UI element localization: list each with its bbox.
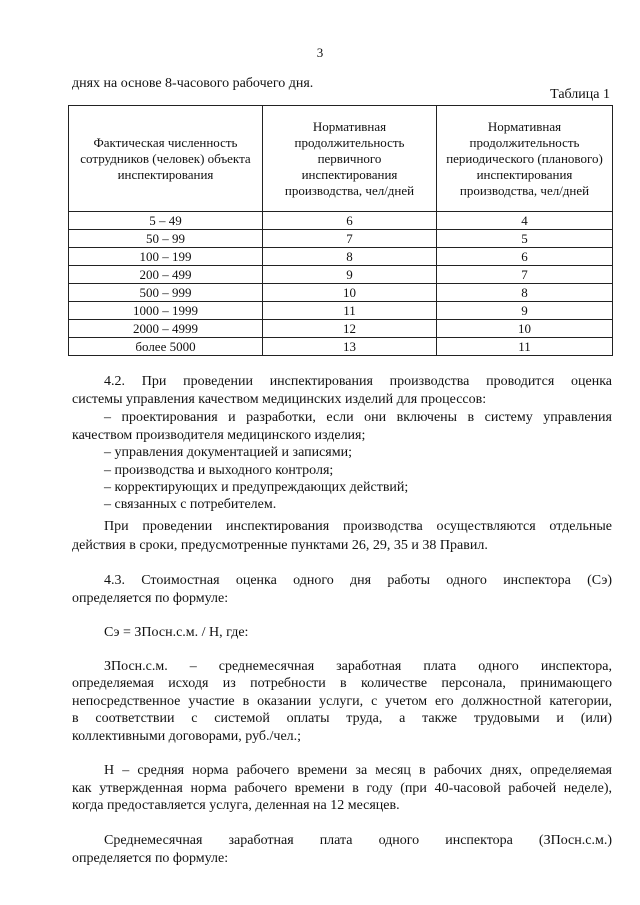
section-4-2-line: качеством производителя медицинского изделия; [72,428,366,443]
periodic-days-cell: 10 [437,320,613,338]
section-4-2-line: системы управления качеством медицинских изделий для процессов: [72,392,487,407]
norm-definition-line: как утвержденная норма рабочего времени в году (при 40-часовой рабочей неделе), [72,781,612,796]
header-staff-count: Фактическая численность сотрудников (человек) объекта инспектирования [69,106,263,212]
section-4-2-list-item: – производства и выходного контроля; [104,463,334,478]
table-row [69,284,613,302]
staff-count-cell: 1000 – 1999 [69,302,263,320]
periodic-days-cell: 7 [437,266,613,284]
norm-definition-line: Н – средняя норма рабочего времени за месяц в рабочих днях, определяемая [104,763,612,778]
primary-days-cell: 11 [263,302,437,320]
periodic-days-cell: 8 [437,284,613,302]
section-4-2-list-item: – проектирования и разработки, если они включены в систему управления [104,410,612,425]
staff-count-cell: 2000 – 4999 [69,320,263,338]
inspection-norms-table [68,105,613,356]
intro-line: днях на основе 8-часового рабочего дня. [72,76,314,91]
table-row [69,266,613,284]
periodic-days-cell: 5 [437,230,613,248]
salary-definition-line: непосредственное участие в оказании услуги, с учетом его должностной категории, [72,694,612,709]
table-header-row [69,106,613,212]
primary-days-cell: 7 [263,230,437,248]
section-4-2-list-item: – связанных с потребителем. [104,497,277,512]
primary-days-cell: 6 [263,212,437,230]
table-row [69,248,613,266]
table-row [69,302,613,320]
table-row [69,212,613,230]
header-primary-duration: Нормативная продолжительность первичного инспектирования производства, чел/дней [263,106,437,212]
table-caption: Таблица 1 [550,87,610,102]
staff-count-cell: 100 – 199 [69,248,263,266]
primary-days-cell: 13 [263,338,437,356]
table-row [69,320,613,338]
staff-count-cell: более 5000 [69,338,263,356]
section-4-3-line: определяется по формуле: [72,591,229,606]
periodic-days-cell: 4 [437,212,613,230]
periodic-days-cell: 6 [437,248,613,266]
staff-count-cell: 50 – 99 [69,230,263,248]
periodic-days-cell: 11 [437,338,613,356]
section-4-2-paragraph-line: При проведении инспектирования производства осуществляются отдельные [104,519,612,534]
staff-count-cell: 500 – 999 [69,284,263,302]
primary-days-cell: 10 [263,284,437,302]
primary-days-cell: 8 [263,248,437,266]
primary-days-cell: 9 [263,266,437,284]
periodic-days-cell: 9 [437,302,613,320]
section-4-2-list-item: – корректирующих и предупреждающих действий; [104,480,409,495]
salary-definition-line: коллективными договорами, руб./чел.; [72,729,302,744]
norm-definition-line: когда предоставляется услуга, деленная на 12 месяцев. [72,798,400,813]
section-4-2-heading-line: 4.2. При проведении инспектирования производства проводится оценка [104,374,612,389]
staff-count-cell: 5 – 49 [69,212,263,230]
table-row [69,230,613,248]
page-number: 3 [316,45,324,60]
salary-definition-line: ЗПосн.с.м. – среднемесячная заработная плата одного инспектора, [104,659,612,674]
staff-count-cell: 200 – 499 [69,266,263,284]
section-4-2-list-item: – управления документацией и записями; [104,445,352,460]
salary-definition-line: в соответствии с системой оплаты труда, а также трудовыми и (или) [72,711,612,726]
primary-days-cell: 12 [263,320,437,338]
section-4-3-heading-line: 4.3. Стоимостная оценка одного дня работы одного инспектора (Сэ) [104,573,612,588]
salary-definition-line: определяемая исходя из потребности в количестве персонала, принимающего [72,676,612,691]
cost-formula: Сэ = ЗПосн.с.м. / Н, где: [104,625,249,640]
header-periodic-duration: Нормативная продолжительность периодического (планового) инспектирования производства, чел/дней [437,106,613,212]
avg-salary-line: Среднемесячная заработная плата одного инспектора (ЗПосн.с.м.) [104,833,612,848]
avg-salary-line: определяется по формуле: [72,851,229,866]
table-row [69,338,613,356]
section-4-2-paragraph-line: действия в сроки, предусмотренные пунктами 26, 29, 35 и 38 Правил. [72,538,488,553]
